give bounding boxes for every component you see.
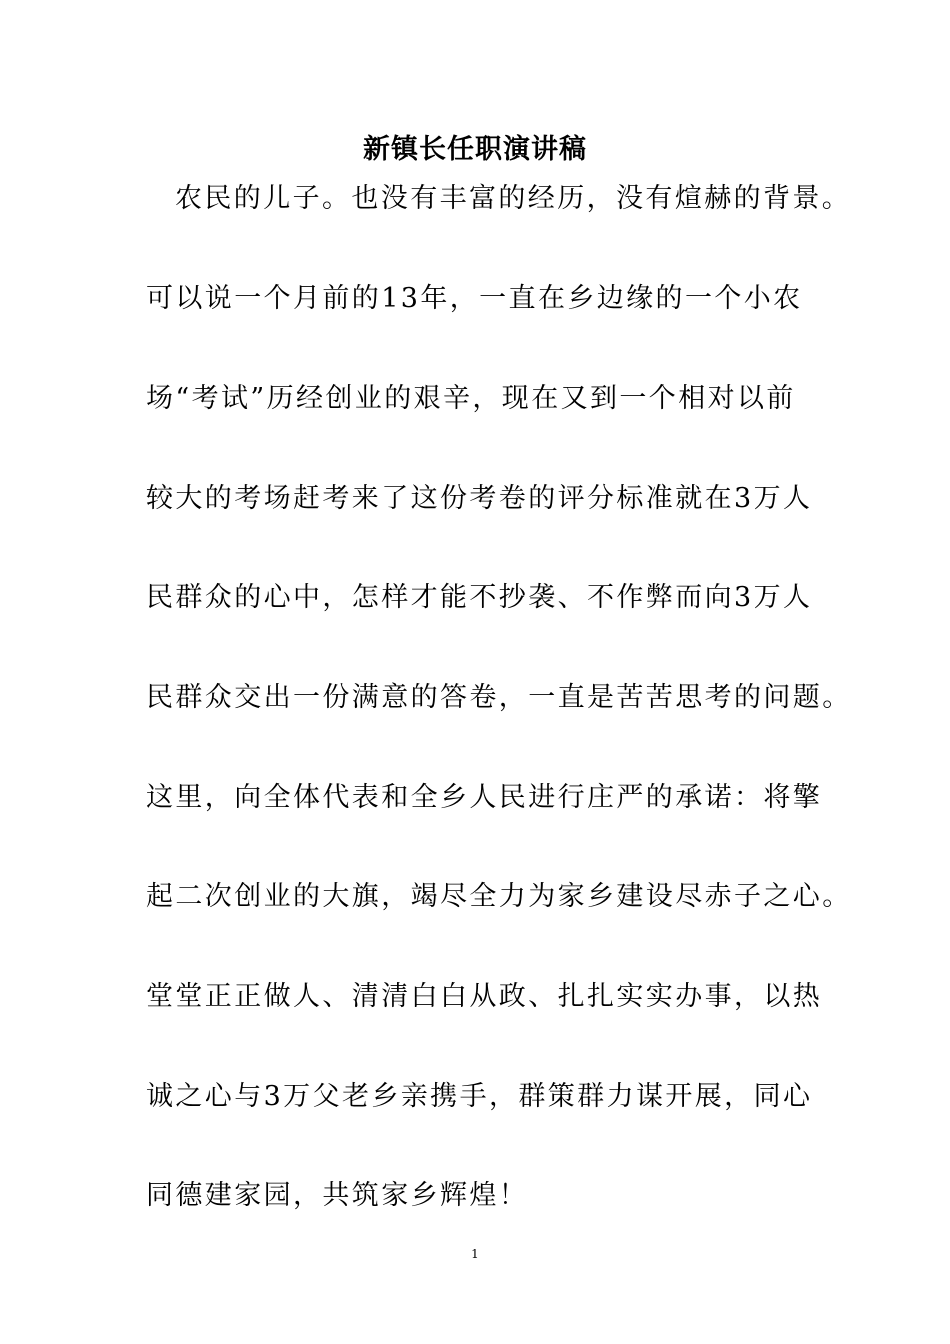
body-line: 可以说一个月前的13年，一直在乡边缘的一个小农 [146,283,803,314]
body-line: 较大的考场赶考来了这份考卷的评分标准就在3万人 [146,483,813,514]
document-title: 新镇长任职演讲稿 [363,134,587,165]
body-line: 同德建家园，共筑家乡辉煌！ [146,1180,529,1211]
body-line: 这里，向全体代表和全乡人民进行庄严的承诺：将擎 [146,782,823,813]
body-line: 农民的儿子。也没有丰富的经历，没有煊赫的背景。 [175,183,852,214]
body-line: 诚之心与3万父老乡亲携手，群策群力谋开展，同心 [146,1081,813,1112]
page-number: 1 [471,1247,479,1261]
body-line: 民群众交出一份满意的答卷，一直是苦苦思考的问题。 [146,682,852,713]
body-line: 场“考试”历经创业的艰辛，现在又到一个相对以前 [146,383,796,414]
body-line: 起二次创业的大旗，竭尽全力为家乡建设尽赤子之心。 [146,881,852,912]
body-line: 堂堂正正做人、清清白白从政、扎扎实实办事，以热 [146,981,823,1012]
body-line: 民群众的心中，怎样才能不抄袭、不作弊而向3万人 [146,582,813,613]
